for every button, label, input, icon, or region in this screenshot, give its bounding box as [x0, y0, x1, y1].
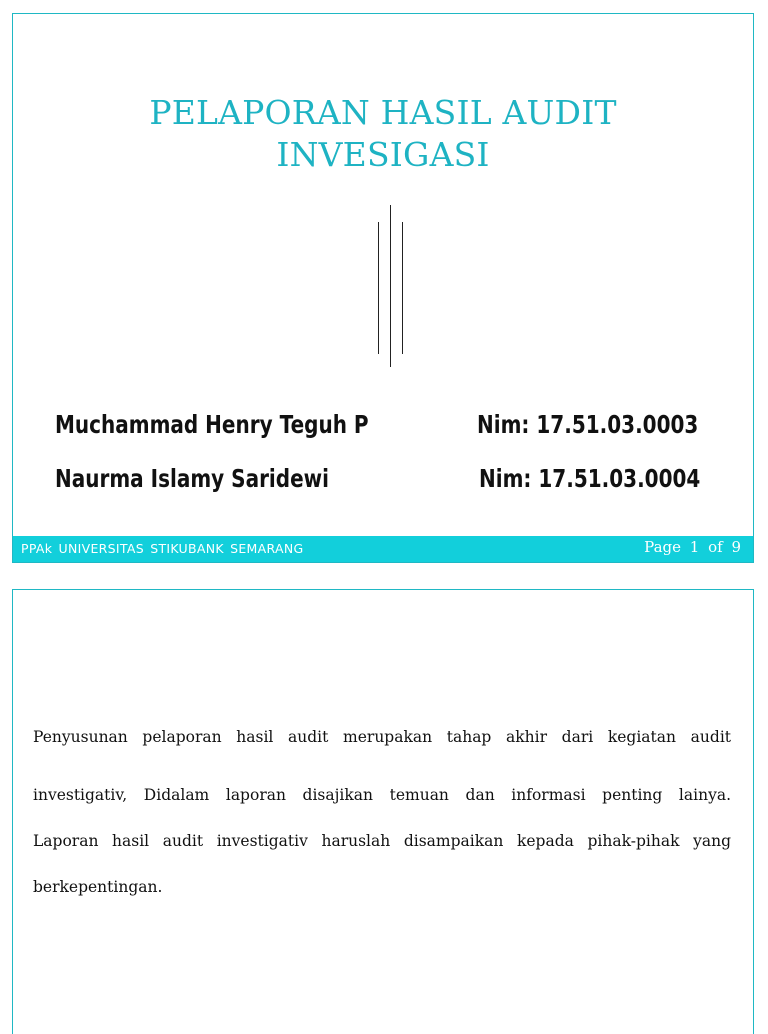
title-line-2: INVESIGASI [276, 135, 490, 174]
footer-bar [13, 536, 753, 562]
footer-institution: PPAk UNIVERSITAS STIKUBANK SEMARANG [21, 541, 304, 556]
title-line-1: PELAPORAN HASIL AUDIT [149, 93, 617, 132]
paragraph-line-2: investigativ, Didalam laporan disajikan temuan dan informasi penting lainya. [33, 786, 731, 804]
slide-page-1 [12, 13, 754, 563]
author-nim-1: Nim: 17.51.03.0003 [477, 410, 699, 439]
slide-page-2 [12, 589, 754, 1034]
paragraph-line-3: Laporan hasil audit investigativ haruslah disampaikan kepada pihak-pihak yang [33, 832, 731, 850]
author-name-2: Naurma Islamy Saridewi [55, 464, 330, 493]
decorative-line-center [390, 205, 391, 367]
paragraph-line-1: Penyusunan pelaporan hasil audit merupakan tahap akhir dari kegiatan audit [33, 728, 731, 746]
paragraph-line-4: berkepentingan. [33, 878, 163, 896]
decorative-line-right [402, 222, 403, 354]
slide-title [13, 92, 753, 176]
author-nim-2: Nim: 17.51.03.0004 [479, 464, 701, 493]
author-name-1: Muchammad Henry Teguh P [55, 410, 369, 439]
decorative-line-left [378, 222, 379, 354]
page-number: Page 1 of 9 [644, 538, 741, 556]
